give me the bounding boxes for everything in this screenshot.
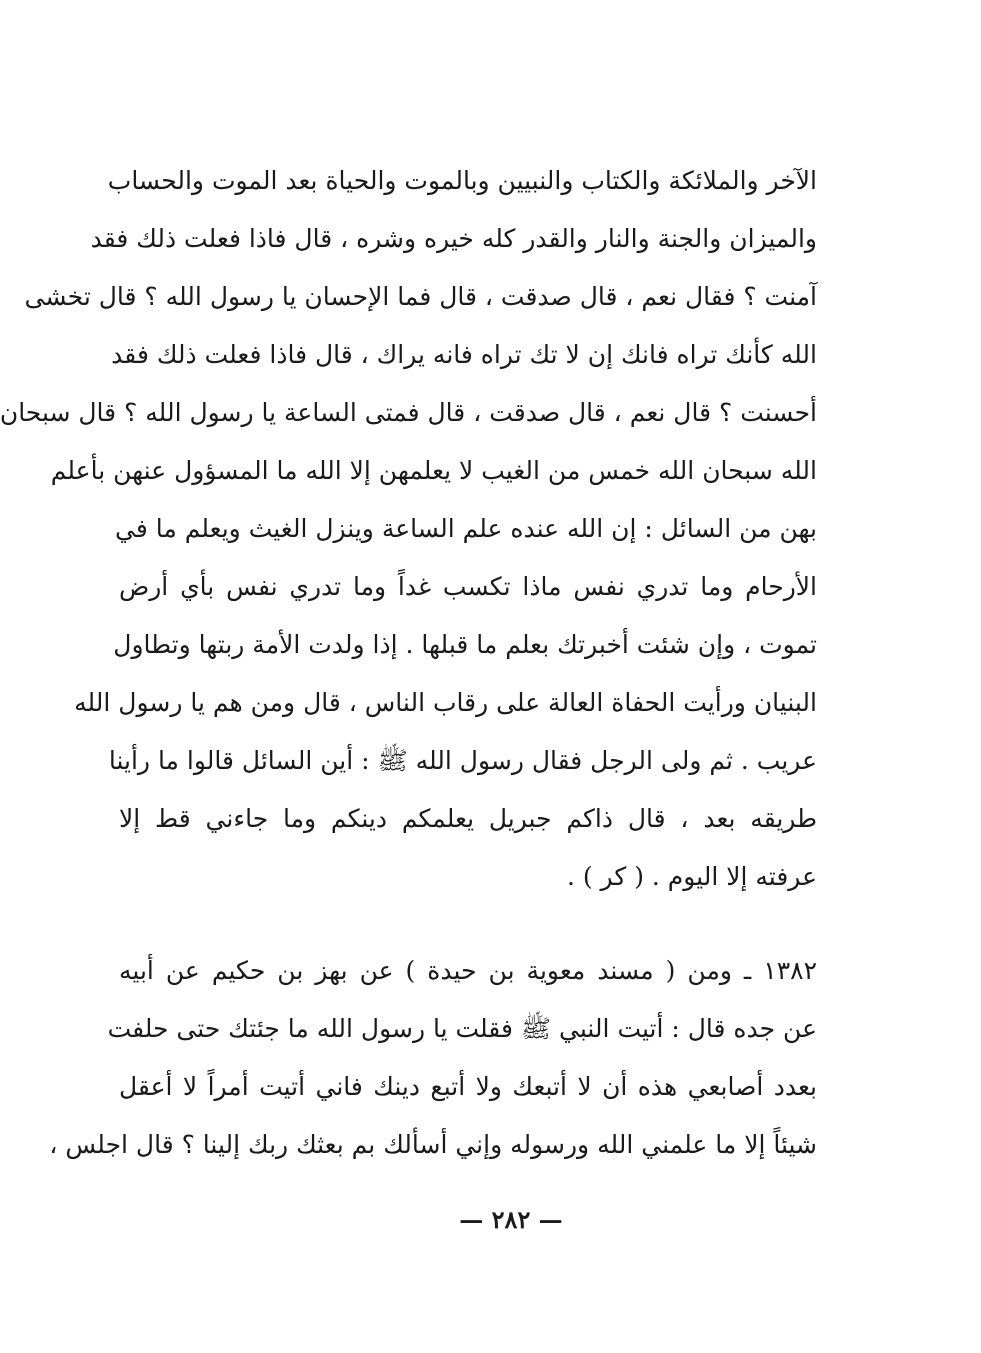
text-line: البنيان ورأيت الحفاة العالة على رقاب الناس ، قال ومن هم يا رسول الله (74, 688, 817, 717)
paragraph-1 (0, 152, 817, 906)
text-line: والميزان والجنة والنار والقدر كله خيره وشره ، قال فاذا فعلت ذلك فقد (90, 224, 817, 253)
text-line: ١٣٨٢ ـ ومن ( مسند معوية بن حيدة ) عن بهز بن حكيم عن أبيه (119, 956, 817, 985)
text-line: طريقه بعد ، قال ذاكم جبريل يعلمكم دينكم وما جاءني قط إلا (119, 804, 817, 833)
text-line: عريب . ثم ولى الرجل فقال رسول الله ﷺ : أين السائل قالوا ما رأينا (108, 746, 817, 775)
text-line: الآخر والملائكة والكتاب والنبيين وبالموت والحياة بعد الموت والحساب (107, 166, 817, 195)
text-line: بهن من السائل : إن الله عنده علم الساعة وينزل الغيث ويعلم ما في (115, 514, 817, 543)
page-number: — ٢٨٢ — (459, 1205, 563, 1234)
text-line: الأرحام وما تدري نفس ماذا تكسب غداً وما تدري نفس بأي أرض (119, 572, 817, 601)
text-line: بعدد أصابعي هذه أن لا أتبعك ولا أتبع دينك فاني أتيت أمراً لا أعقل (119, 1072, 817, 1101)
text-line: أحسنت ؟ قال نعم ، قال صدقت ، قال فمتى الساعة يا رسول الله ؟ قال سبحان (0, 398, 817, 427)
text-line: تموت ، وإن شئت أخبرتك بعلم ما قبلها . إذا ولدت الأمة ربتها وتطاول (113, 630, 817, 659)
text-line: شيئاً إلا ما علمني الله ورسوله وإني أسألك بم بعثك ربك إلينا ؟ قال اجلس ، (49, 1130, 817, 1159)
text-line: عن جده قال : أتيت النبي ﷺ فقلت يا رسول الله ما جئتك حتى حلفت (107, 1014, 817, 1043)
text-line-last: عرفته إلا اليوم . ( كر ) . (566, 862, 817, 891)
text-line: الله سبحان الله خمس من الغيب لا يعلمهن إلا الله ما المسؤول عنهن بأعلم (50, 456, 817, 485)
text-line: الله كأنك تراه فانك إن لا تك تراه فانه يراك ، قال فاذا فعلت ذلك فقد (111, 340, 817, 369)
text-line: آمنت ؟ فقال نعم ، قال صدقت ، قال فما الإحسان يا رسول الله ؟ قال تخشى (24, 282, 817, 311)
paragraph-2 (49, 942, 817, 1174)
